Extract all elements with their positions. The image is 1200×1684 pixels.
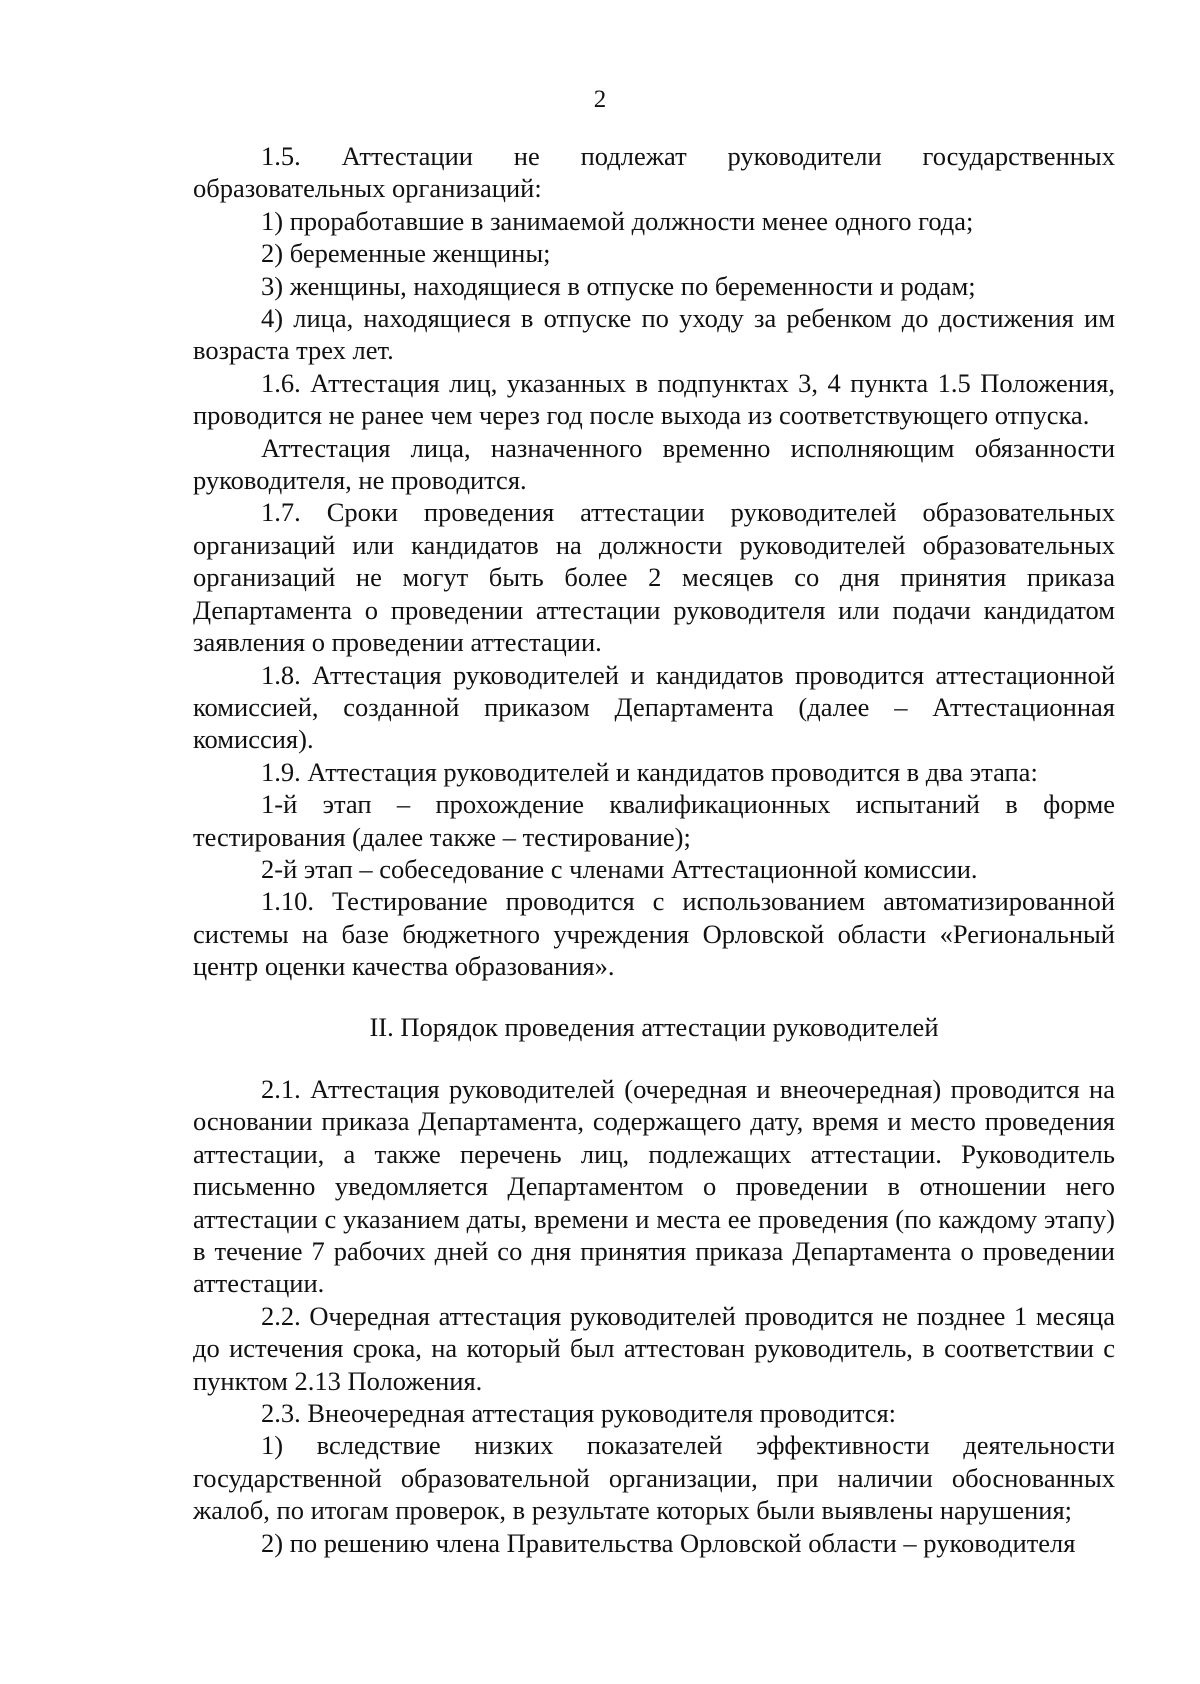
paragraph-2-1: 2.1. Аттестация руководителей (очередная и внеочередная) проводится на основании приказа Департамента, содержащего дату, время и место проведения аттестации, а также перечень лиц, подлежащих аттестации. Руководитель письменно уведомляется Департаментом о проведении в отношении него аттестации с указанием даты, времени и места ее проведения (по каждому этапу) в течение 7 рабочих дней со дня принятия приказа Департамента о проведении аттестации. xyxy=(193,1073,1115,1299)
paragraph-2-3-item-2: 2) по решению члена Правительства Орловской области – руководителя xyxy=(261,1527,1076,1558)
paragraph-1-5-item-3: 3) женщины, находящиеся в отпуске по беременности и родам; xyxy=(261,270,976,301)
paragraph-1-9-stage-1: 1-й этап – прохождение квалификационных испытаний в форме тестирования (далее также – тестирование); xyxy=(193,789,1115,852)
paragraph-2-3: 2.3. Внеочередная аттестация руководителя проводится: xyxy=(261,1398,896,1429)
paragraph-2-3-item-1: 1) вследствие низких показателей эффективности деятельности государственной образовательной организации, при наличии обоснованных жалоб, по итогам проверок, в результате которых были выявлены нарушения; xyxy=(193,1430,1115,1526)
section-heading: II. Порядок проведения аттестации руководителей xyxy=(369,1011,939,1042)
document-body xyxy=(193,140,1115,1559)
paragraph-1-10: 1.10. Тестирование проводится с использованием автоматизированной системы на базе бюджетного учреждения Орловской области «Региональный центр оценки качества образования». xyxy=(193,886,1115,982)
paragraph-1-6-note: Аттестация лица, назначенного временно исполняющим обязанности руководителя, не проводится. xyxy=(193,432,1115,496)
paragraph-1-5-item-4: 4) лица, находящиеся в отпуске по уходу за ребенком до достижения им возраста трех лет. xyxy=(193,303,1115,366)
paragraph-2-2: 2.2. Очередная аттестация руководителей проводится не позднее 1 месяца до истечения срока, на который был аттестован руководитель, в соответствии с пунктом 2.13 Положения. xyxy=(193,1300,1115,1396)
page-number: 2 xyxy=(593,86,607,113)
paragraph-1-5: 1.5. Аттестации не подлежат руководители государственных образовательных организаций: xyxy=(193,141,1115,204)
paragraph-1-7: 1.7. Сроки проведения аттестации руководителей образовательных организаций или кандидатов на должности руководителей образовательных организаций не могут быть более 2 месяцев со дня принятия приказа Департамента о проведении аттестации руководителя или подачи кандидатом заявления о проведении аттестации. xyxy=(193,497,1115,658)
paragraph-1-9-stage-2: 2-й этап – собеседование с членами Аттестационной комиссии. xyxy=(261,853,978,884)
paragraph-1-5-item-2: 2) беременные женщины; xyxy=(261,238,551,269)
paragraph-1-5-item-1: 1) проработавшие в занимаемой должности менее одного года; xyxy=(261,205,974,236)
paragraph-1-8: 1.8. Аттестация руководителей и кандидатов проводится аттестационной комиссией, созданной приказом Департамента (далее – Аттестационная комиссия). xyxy=(193,659,1115,755)
paragraph-1-6: 1.6. Аттестация лиц, указанных в подпунктах 3, 4 пункта 1.5 Положения, проводится не ранее чем через год после выхода из соответствующего отпуска. xyxy=(193,367,1115,431)
paragraph-1-9: 1.9. Аттестация руководителей и кандидатов проводится в два этапа: xyxy=(261,756,1038,787)
